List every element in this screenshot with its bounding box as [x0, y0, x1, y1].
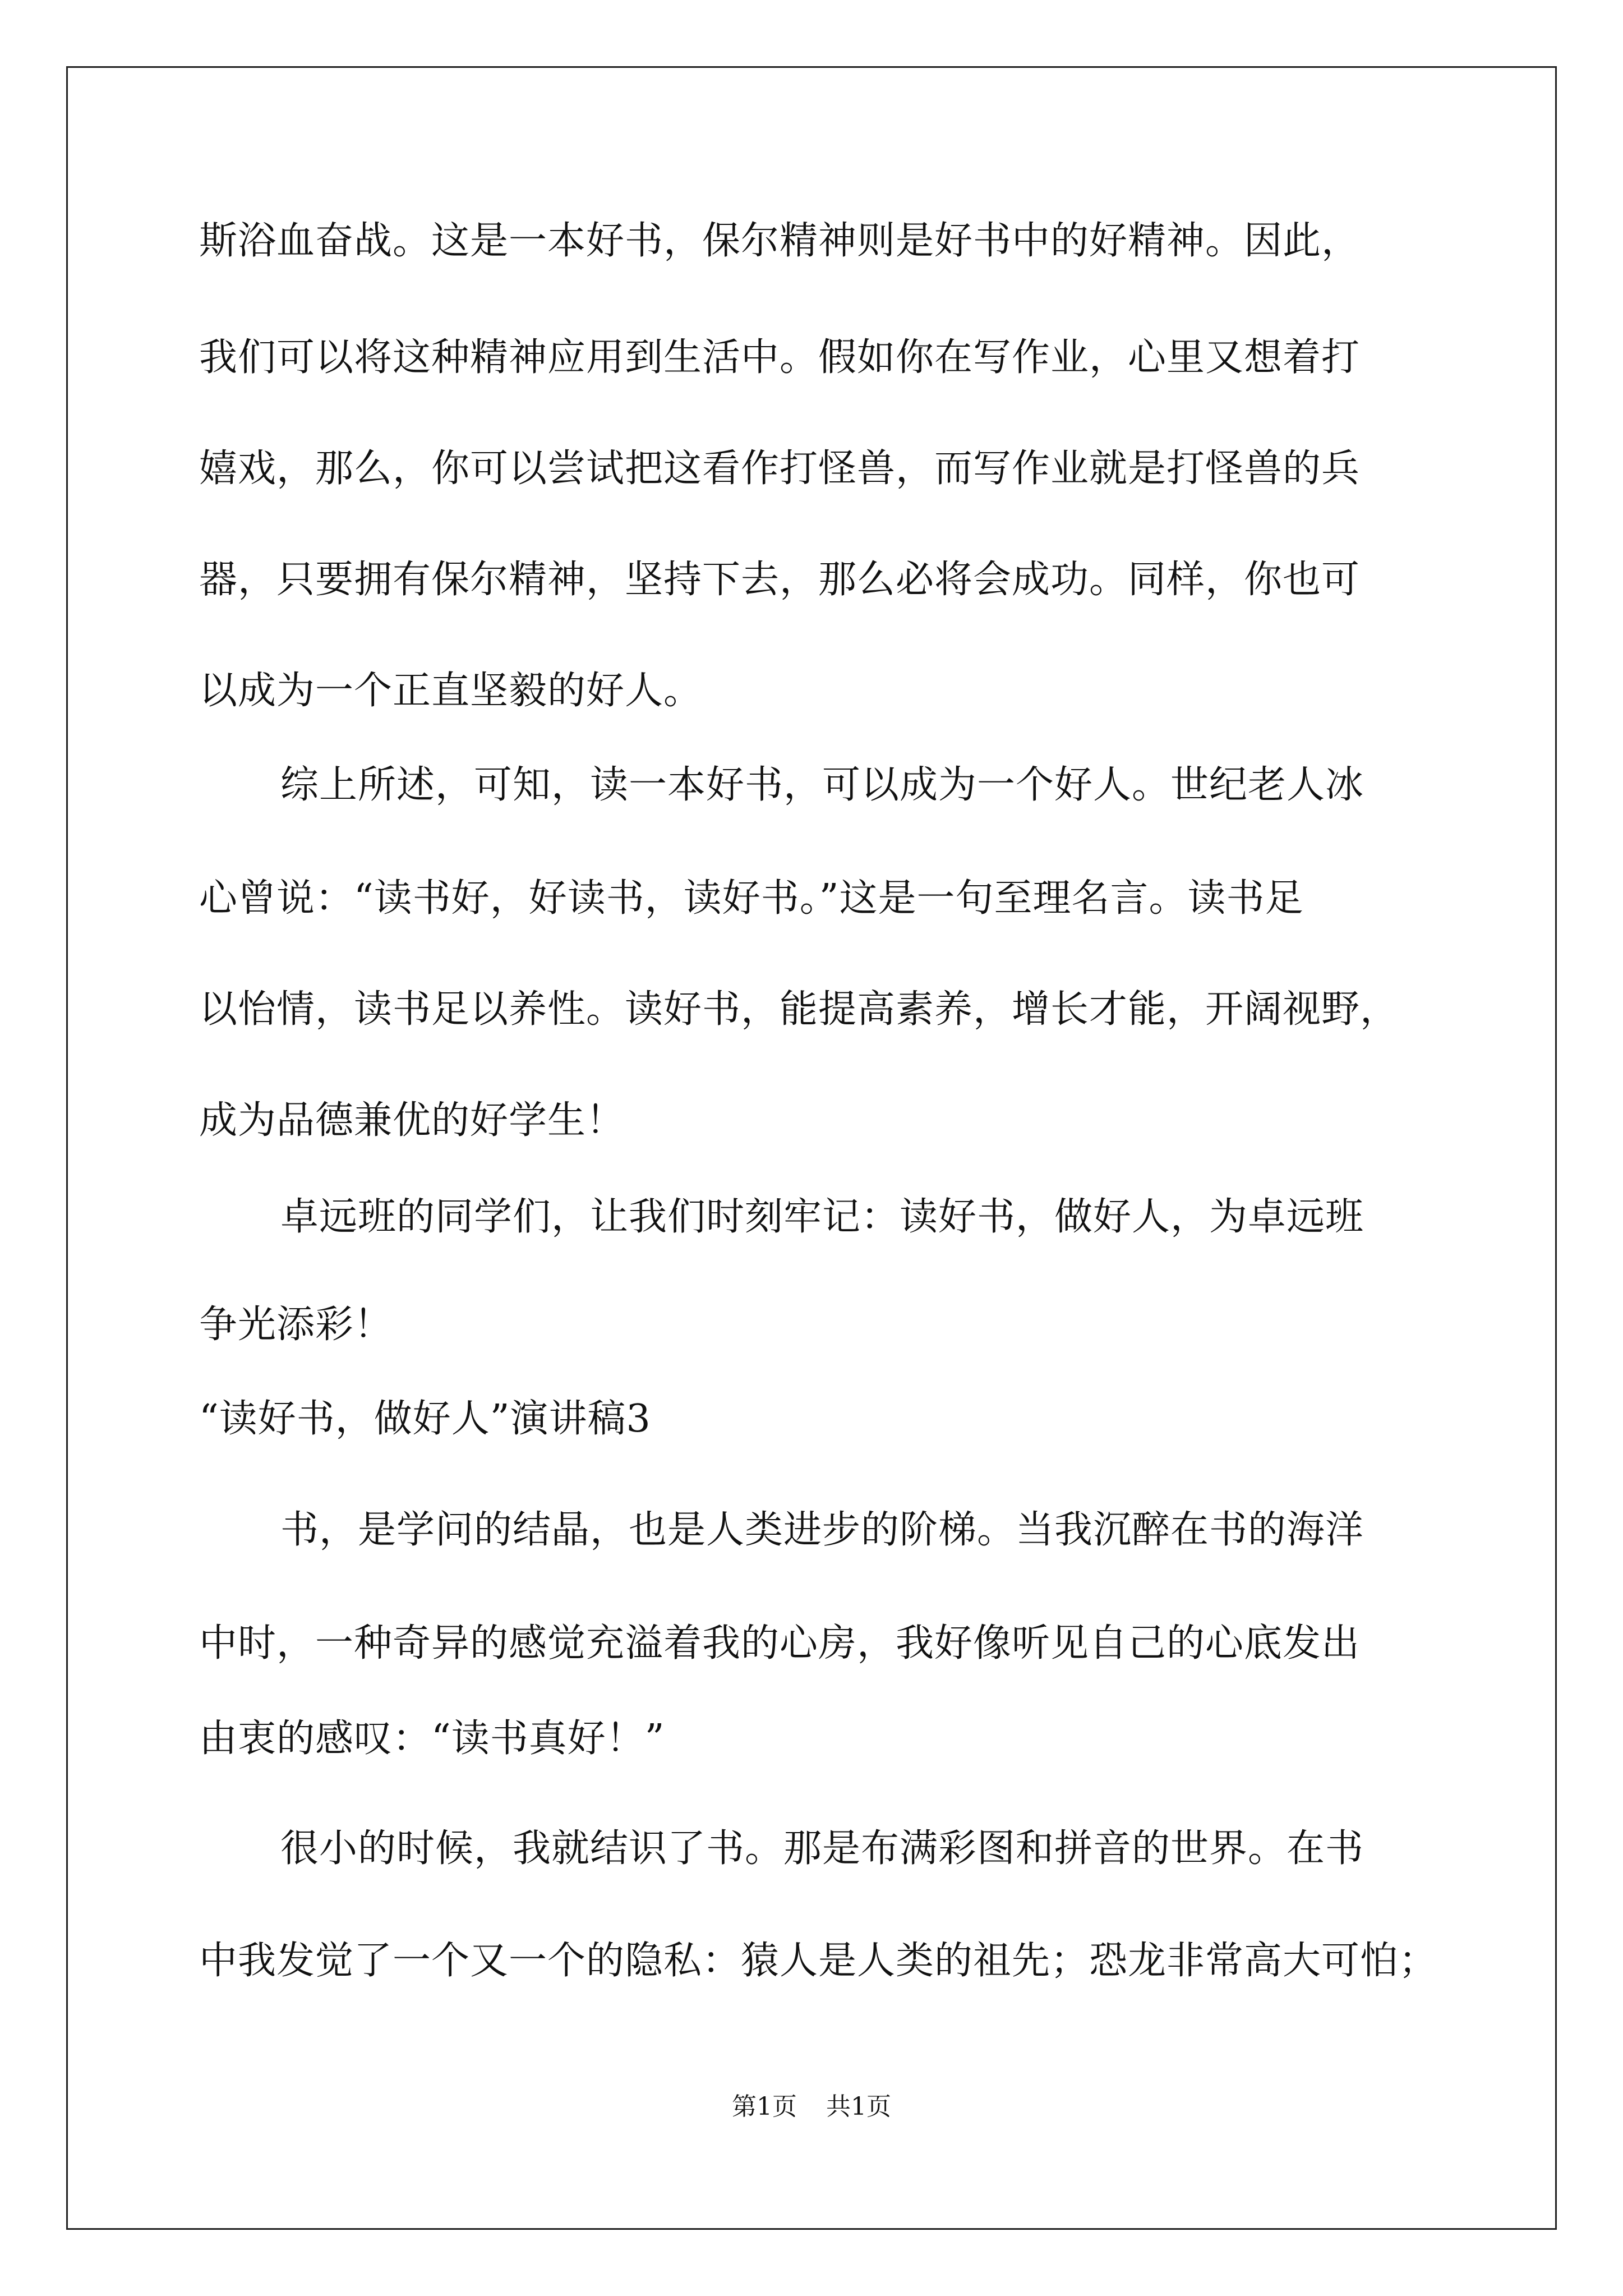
- body-line: 书，是学问的结晶，也是人类进步的阶梯。当我沉醉在书的海洋: [280, 1508, 1364, 1552]
- body-line: 心曾说：“读书好，好读书，读好书。”这是一句至理名言。读书足: [199, 876, 1304, 921]
- body-line: 成为品德兼优的好学生！: [199, 1098, 625, 1143]
- body-line: 以怡情，读书足以养性。读好书，能提高素养，增长才能，开阔视野，: [199, 987, 1399, 1032]
- body-line: 争光添彩！: [199, 1303, 393, 1347]
- page-total: 共1页: [826, 2092, 891, 2121]
- body-line: 嬉戏，那么，你可以尝试把这看作打怪兽，而写作业就是打怪兽的兵: [199, 447, 1361, 491]
- body-line: 器，只要拥有保尔精神，坚持下去，那么必将会成功。同样，你也可: [199, 558, 1361, 602]
- body-line: 很小的时候，我就结识了书。那是布满彩图和拼音的世界。在书: [280, 1826, 1364, 1871]
- page-number: 第1页: [732, 2092, 797, 2121]
- body-line: 由衷的感叹：“读书真好！”: [199, 1717, 665, 1761]
- body-line: 中我发觉了一个又一个的隐私：猿人是人类的祖先；恐龙非常高大可怕；: [199, 1939, 1438, 1983]
- body-line: 卓远班的同学们，让我们时刻牢记：读好书，做好人，为卓远班: [280, 1195, 1364, 1239]
- page-footer: [0, 2091, 1623, 2123]
- body-line: 综上所述，可知，读一本好书，可以成为一个好人。世纪老人冰: [280, 763, 1364, 807]
- body-line: 斯浴血奋战。这是一本好书，保尔精神则是好书中的好精神。因此，: [199, 219, 1361, 263]
- page-border: [66, 66, 1557, 2230]
- body-line: 以成为一个正直坚毅的好人。: [199, 669, 703, 713]
- body-line: 我们可以将这种精神应用到生活中。假如你在写作业，心里又想着打: [199, 335, 1361, 380]
- section-heading: “读好书，做好人”演讲稿3: [199, 1397, 651, 1441]
- body-line: 中时，一种奇异的感觉充溢着我的心房，我好像听见自己的心底发出: [199, 1621, 1361, 1665]
